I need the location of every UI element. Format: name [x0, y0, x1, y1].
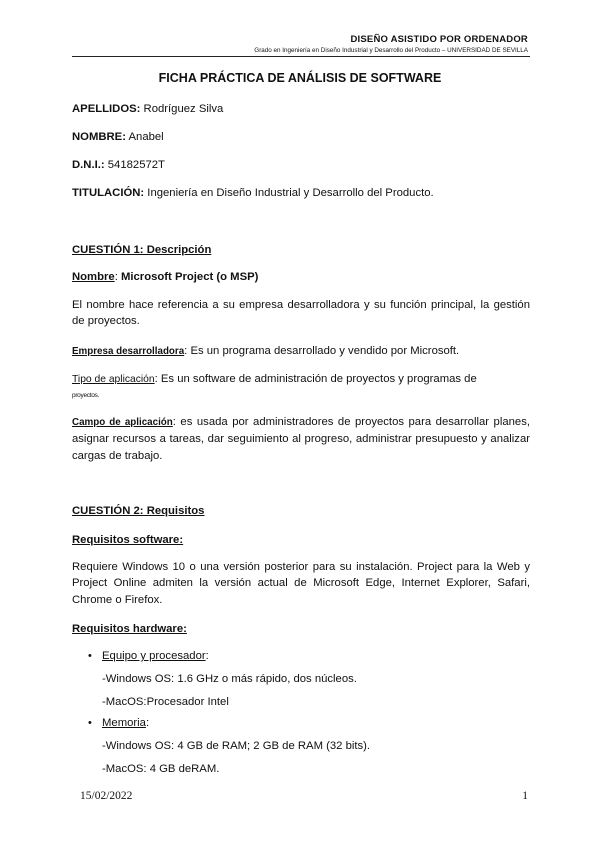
apellidos-label: APELLIDOS: — [72, 103, 141, 115]
q1-nombre-label: Nombre — [72, 271, 115, 283]
hardware-item-suffix: : — [205, 650, 209, 662]
hardware-detail: -Windows OS: 1.6 GHz o más rápido, dos núcleos. — [102, 673, 357, 685]
dni-value: 54182572T — [104, 159, 165, 171]
footer-date: 15/02/2022 — [80, 790, 133, 802]
header-title: DISEÑO ASISTIDO POR ORDENADOR — [350, 34, 528, 45]
q2-heading: CUESTIÓN 2: Requisitos — [72, 505, 205, 517]
header-subtitle: Grado en Ingeniería en Diseño Industrial y Desarrollo del Producto – UNIVERSIDAD DE SEVILLA — [254, 47, 528, 54]
field-nombre — [72, 129, 530, 145]
q2-software-text: Requiere Windows 10 o una versión posterior para su instalación. Project para la Web y Project Online admiten la versión actual de Microsoft Edge, Internet Explorer, Safari, Chrome o Firefox. — [72, 561, 530, 606]
q1-campo-value: : es usada por administradores de proyectos para desarrollar planes, asignar recursos a tareas, dar seguimiento al progreso, administrar presupuesto y analizar cargas de trabajo. — [72, 416, 530, 462]
titulacion-label: TITULACIÓN: — [72, 187, 145, 199]
hardware-detail: -MacOS: 4 GB deRAM. — [102, 763, 220, 775]
q2-hardware-label: Requisitos hardware: — [72, 623, 187, 635]
nombre-label: NOMBRE: — [72, 131, 126, 143]
apellidos-value: Rodríguez Silva — [140, 103, 224, 115]
field-titulacion — [72, 185, 530, 201]
q1-empresa — [72, 343, 530, 360]
q1-empresa-value: : Es un programa desarrollado y vendido por Microsoft. — [184, 345, 460, 357]
q1-tipo — [72, 371, 530, 388]
hardware-item-equipo — [102, 648, 522, 664]
dni-label: D.N.I.: — [72, 159, 105, 171]
q1-empresa-label: Empresa desarrolladora — [72, 346, 185, 357]
nombre-value: Anabel — [125, 131, 164, 143]
hardware-detail: -Windows OS: 4 GB de RAM; 2 GB de RAM (32 bits). — [102, 740, 371, 752]
hardware-item-suffix: : — [145, 717, 150, 729]
bullet-icon: • — [88, 717, 92, 729]
q1-tipo-value: : Es un software de administración de proyectos y programas de — [154, 373, 477, 385]
hardware-detail: -MacOS:Procesador Intel — [102, 696, 229, 708]
hardware-item-label: Memoria — [102, 717, 146, 729]
bullet-icon: • — [88, 650, 92, 662]
q1-nombre-desc: El nombre hace referencia a su empresa desarrolladora y su función principal, la gestión de proyectos. — [72, 299, 530, 328]
document-title: FICHA PRÁCTICA DE ANÁLISIS DE SOFTWARE — [158, 71, 442, 85]
q1-campo — [72, 414, 530, 464]
q1-nombre — [72, 269, 530, 285]
titulacion-value: Ingeniería en Diseño Industrial y Desarrollo del Producto. — [144, 187, 434, 199]
q1-heading: CUESTIÓN 1: Descripción — [72, 244, 212, 256]
field-apellidos — [72, 101, 530, 117]
hardware-item-memoria — [102, 715, 522, 731]
q1-tipo-label: Tipo de aplicación — [72, 374, 155, 385]
q1-campo-label: Campo de aplicación — [72, 417, 173, 428]
q1-nombre-value: Microsoft Project (o MSP) — [120, 271, 259, 283]
page-number: 1 — [522, 790, 528, 802]
q1-tipo-tail: proyectos. — [72, 392, 99, 399]
field-dni — [72, 157, 530, 173]
q1-nombre-sep: : — [114, 271, 121, 283]
hardware-item-label: Equipo y procesador — [102, 650, 206, 662]
q2-software-label: Requisitos software: — [72, 534, 184, 546]
header-rule — [72, 56, 530, 57]
